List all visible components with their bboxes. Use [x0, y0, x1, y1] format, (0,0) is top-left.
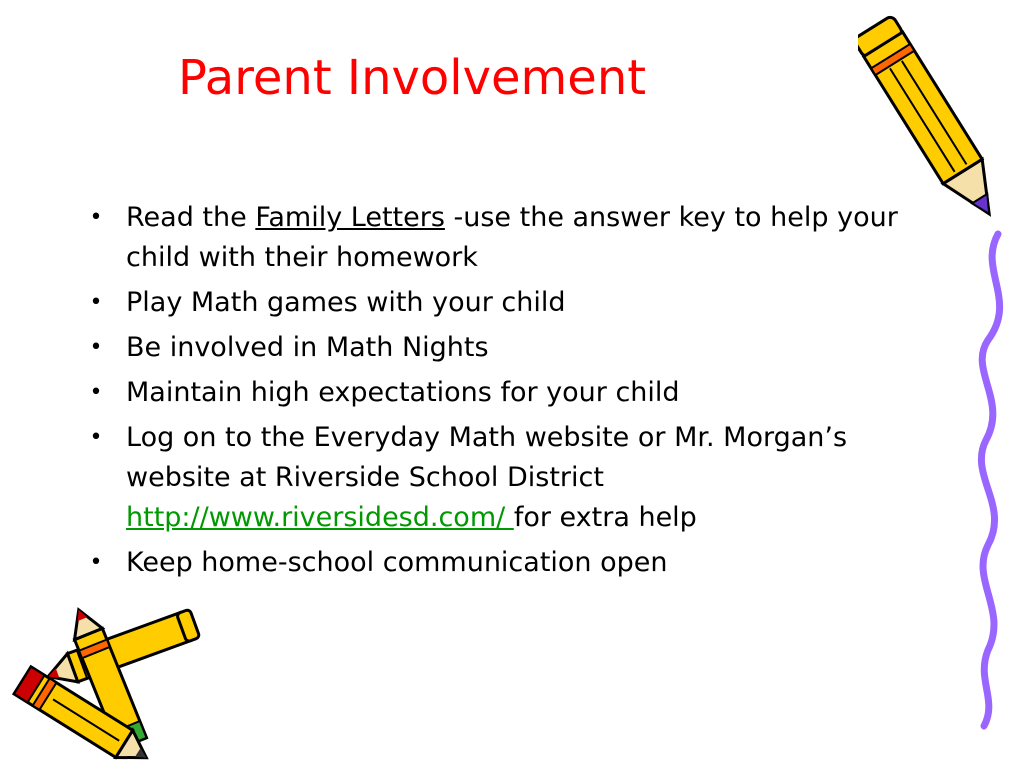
- list-item: [86, 283, 906, 323]
- bullet-text: Maintain high expectations for your child: [126, 377, 680, 408]
- pencils-icon: [0, 600, 210, 765]
- bullet-text: Keep home-school communication open: [126, 547, 668, 578]
- bullet-icon: •: [89, 380, 103, 405]
- bullet-icon: •: [89, 550, 103, 575]
- bullet-text: -use the answer key to help your child with their homework: [126, 202, 898, 273]
- bullet-icon: •: [89, 205, 103, 230]
- district-website-link[interactable]: http://www.riversidesd.com/: [126, 502, 514, 533]
- list-item: [86, 543, 906, 583]
- bullet-text: Read the: [126, 202, 256, 233]
- squiggle-line-icon: [958, 230, 1024, 730]
- list-item: [86, 198, 906, 278]
- bullet-text: for extra help: [513, 502, 697, 533]
- bullet-text: Be involved in Math Nights: [126, 332, 489, 363]
- page-title: Parent Involvement: [178, 50, 647, 106]
- bullet-icon: •: [89, 335, 103, 360]
- bullet-text: Play Math games with your child: [126, 287, 566, 318]
- bullet-icon: •: [89, 425, 103, 450]
- list-item: [86, 328, 906, 368]
- list-item: [86, 418, 906, 538]
- pencil-icon: [858, 4, 1008, 244]
- family-letters-text: Family Letters: [255, 202, 445, 233]
- bullet-text: Log on to the Everyday Math website or Mr. Morgan’s website at Riverside School District: [126, 422, 848, 493]
- bullet-list: [86, 198, 906, 588]
- bullet-icon: •: [89, 290, 103, 315]
- list-item: [86, 373, 906, 413]
